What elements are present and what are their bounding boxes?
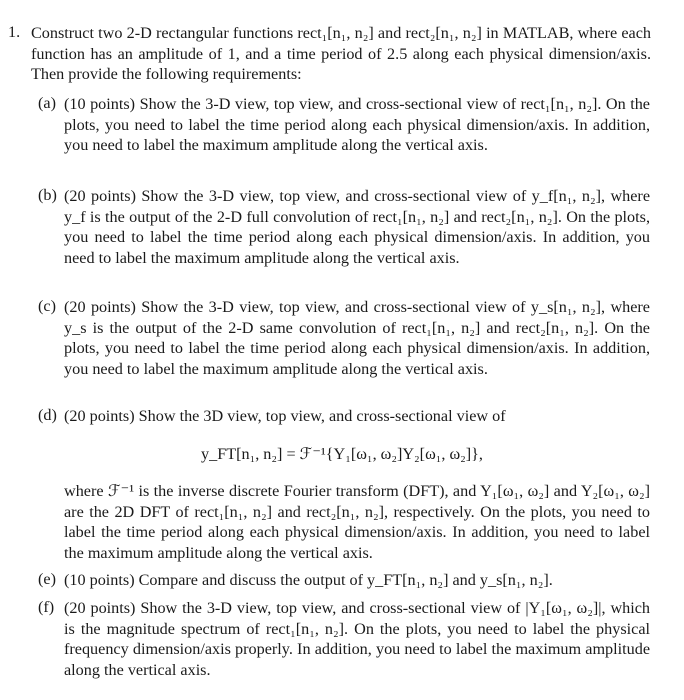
part-c-text: (20 points) Show the 3-D view, top view, and cross-sectional view of y_s[n₁, n₂], where y_s is the output of the 2-D same convolution of rect₁[n₁, n₂] and rect₂[n₁, n₂]. On the plots, you need to label the time period along each physical dimension/axis. In addition, you need to label the maximum amplitude along the vertical axis. bbox=[64, 298, 650, 378]
part-e-text: (10 points) Compare and discuss the output of y_FT[n₁, n₂] and y_s[n₁, n₂]. bbox=[64, 571, 553, 589]
part-b-text: (20 points) Show the 3-D view, top view, and cross-sectional view of y_f[n₁, n₂], where y_f is the output of the 2-D full convolution of rect₁[n₁, n₂] and rect₂[n₁, n₂]. On the plots, you need to label the time period along each physical dimension/axis. In addition, you need to label the maximum amplitude along the vertical axis. bbox=[64, 187, 650, 267]
problem-number: 1. bbox=[8, 23, 21, 41]
part-a-label: (a) bbox=[38, 94, 56, 112]
part-c-label: (c) bbox=[38, 297, 56, 315]
part-f-text: (20 points) Show the 3-D view, top view, and cross-sectional view of |Y₁[ω₁, ω₂]|, which is the magnitude spectrum of rect₁[n₁, n₂]. On the plots, you need to label the physical frequency dimension/axis properly. In addition, you need to label the maximum amplitude along the vertical axis. bbox=[64, 599, 650, 679]
part-d-equation: y_FT[n₁, n₂] = ℱ⁻¹{Y₁[ω₁, ω₂]Y₂[ω₁, ω₂]}, bbox=[201, 445, 483, 463]
part-d-text: (20 points) Show the 3D view, top view, and cross-sectional view of bbox=[64, 407, 506, 425]
problem-intro: Construct two 2-D rectangular functions rect₁[n₁, n₂] and rect₂[n₁, n₂] in MATLAB, where each function has an amplitude of 1, and a time period of 2.5 along each physical dimension/axis. Then provide the following requirements: bbox=[31, 24, 651, 84]
part-d-text-after: where ℱ⁻¹ is the inverse discrete Fourier transform (DFT), and Y₁[ω₁, ω₂] and Y₂[ω₁, ω₂] are the 2D DFT of rect₁[n₁, n₂] and rect₂[n₁, n₂], respectively. On the plots, you need to label the time period along each physical dimension/axis. In addition, you need to label the maximum amplitude along the vertical axis. bbox=[64, 482, 650, 562]
part-b-label: (b) bbox=[38, 186, 57, 204]
part-d-label: (d) bbox=[38, 406, 57, 424]
part-e-label: (e) bbox=[38, 570, 56, 588]
part-a-text: (10 points) Show the 3-D view, top view, and cross-sectional view of rect₁[n₁, n₂]. On the plots, you need to label the time period along each physical dimension/axis. In addition, you need to label the maximum amplitude along the vertical axis. bbox=[64, 95, 650, 155]
part-f-label: (f) bbox=[38, 598, 55, 616]
